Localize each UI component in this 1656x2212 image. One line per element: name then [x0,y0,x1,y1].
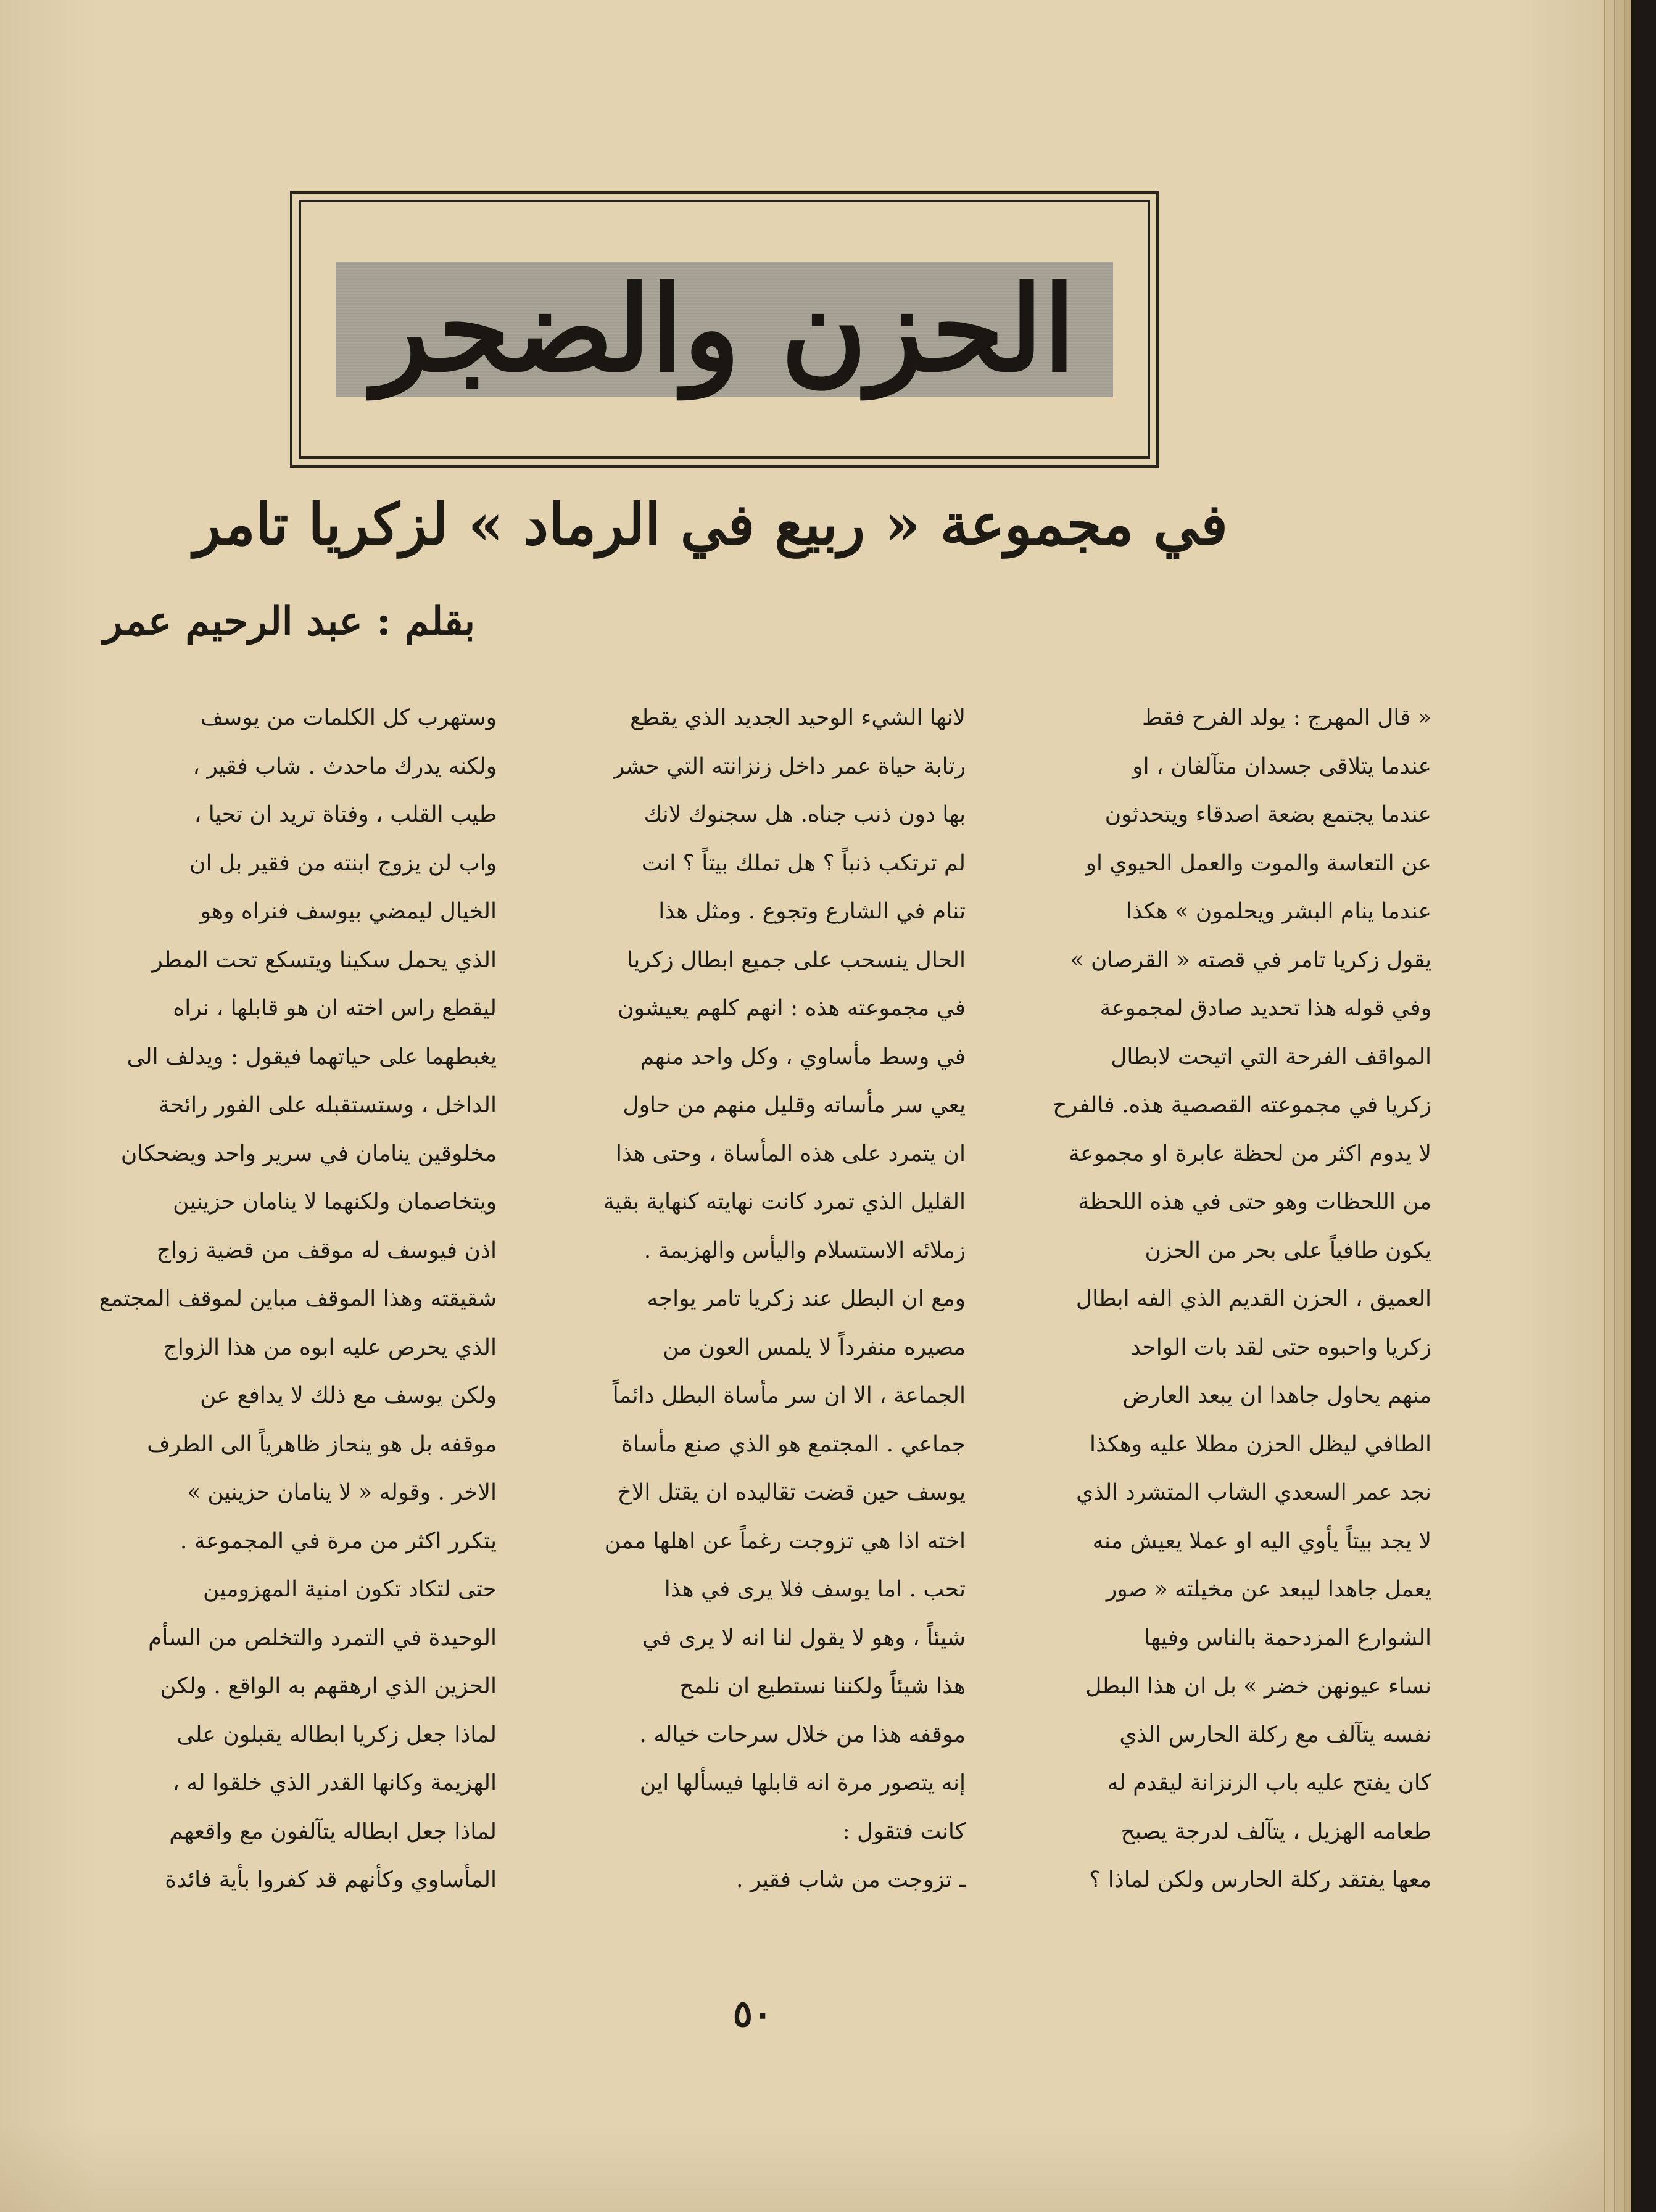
text-line: لا يدوم اكثر من لحظة عابرة او مجموعة [1068,1141,1431,1166]
text-line: من اللحظات وهو حتى في هذه اللحظة [1078,1189,1431,1215]
text-line: الحال ينسحب على جميع ابطال زكريا [627,947,966,973]
text-line: في وسط مأساوي ، وكل واحد منهم [640,1044,966,1070]
text-line: مخلوقين ينامان في سرير واحد ويضحكان [120,1141,497,1166]
text-line: لماذا جعل زكريا ابطاله يقبلون على [176,1722,497,1748]
text-line: يتكرر اكثر من مرة في المجموعة . [180,1528,497,1554]
text-line: زكريا في مجموعته القصصية هذه. فالفرح [1053,1092,1431,1118]
text-line: يعمل جاهدا ليبعد عن مخيلته « صور [1106,1577,1431,1602]
text-line: لماذا جعل ابطاله يتآلفون مع واقعهم [169,1818,497,1844]
text-line: كان يفتح عليه باب الزنزانة ليقدم له [1107,1770,1431,1796]
text-line: موقفه بل هو ينحاز ظاهرياً الى الطرف [147,1431,497,1457]
text-line: عن التعاسة والموت والعمل الحيوي او [1085,850,1431,876]
scan-background [1631,0,1656,2212]
text-line: القليل الذي تمرد كانت نهايته كنهاية بقية [603,1189,966,1215]
text-line: الخيال ليمضي بيوسف فنراه وهو [200,899,497,924]
author-byline: بقلم : عبد الرحيم عمر [103,598,475,645]
text-line: الاخر . وقوله « لا ينامان حزينين » [186,1480,497,1505]
text-line: زكريا واحبوه حتى لقد بات الواحد [1130,1334,1431,1360]
title-frame [290,191,1159,468]
text-line: طيب القلب ، وفتاة تريد ان تحيا ، [194,802,497,827]
text-line: كانت فتقول : [842,1818,966,1844]
text-line: ومع ان البطل عند زكريا تامر يواجه [647,1286,966,1311]
page-edge [1604,0,1614,2212]
text-line: نساء عيونهن خضر » بل ان هذا البطل [1085,1673,1431,1699]
text-line: في مجموعته هذه : انهم كلهم يعيشون [618,996,966,1021]
text-line: الشوارع المزدحمة بالناس وفيها [1144,1625,1431,1651]
text-line: المواقف الفرحة التي اتيحت لابطال [1111,1044,1431,1070]
text-line: ولكنه يدرك ماحدث . شاب فقير ، [193,753,497,779]
text-line: يكون طافياً على بحر من الحزن [1145,1237,1431,1263]
text-line: ولكن يوسف مع ذلك لا يدافع عن [200,1383,497,1408]
text-line: الجماعة ، الا ان سر مأساة البطل دائماً [612,1383,966,1408]
text-line: « قال المهرج : يولد الفرح فقط [1142,705,1431,730]
text-line: الطافي ليظل الحزن مطلا عليه وهكذا [1089,1431,1431,1457]
text-line: تنام في الشارع وتجوع . ومثل هذا [658,899,966,924]
text-line: لم ترتكب ذنباً ؟ هل تملك بيتاً ؟ انت [641,850,966,876]
text-line: المأساوي وكأنهم قد كفروا بأية فائدة [165,1867,497,1892]
text-line: معها يفتقد ركلة الحارس ولكن لماذا ؟ [1089,1867,1431,1892]
text-line: الهزيمة وكانها القدر الذي خلقوا له ، [172,1770,497,1796]
text-line: يعي سر مأساته وقليل منهم من حاول [623,1092,966,1118]
text-line: زملائه الاستسلام واليأس والهزيمة . [644,1237,966,1263]
text-line: رتابة حياة عمر داخل زنزانته التي حشر [613,753,966,779]
text-line: الحزين الذي ارهقهم به الواقع . ولكن [160,1673,497,1699]
text-line: وفي قوله هذا تحديد صادق لمجموعة [1099,996,1431,1021]
text-column-right [987,694,1431,1983]
text-line: شقيقته وهذا الموقف مباين لموقف المجتمع [99,1286,497,1311]
text-line: بها دون ذنب جناه. هل سجنوك لانك [644,802,966,827]
text-line: نجد عمر السعدي الشاب المتشرد الذي [1076,1480,1431,1505]
text-line: اخته اذا هي تزوجت رغماً عن اهلها ممن [604,1528,966,1554]
text-line: طعامه الهزيل ، يتآلف لدرجة يصبح [1120,1818,1431,1844]
text-line: الذي يحرص عليه ابوه من هذا الزواج [163,1334,497,1360]
text-line: اذن فيوسف له موقف من قضية زواج [156,1237,497,1263]
text-line: لا يجد بيتاً يأوي اليه او عملا يعيش منه [1092,1528,1431,1554]
text-line: تحب . اما يوسف فلا يرى في هذا [664,1577,966,1602]
article-subtitle: في مجموعة « ربيع في الرماد » لزكريا تامر [193,491,1228,558]
page-edge [1614,0,1624,2212]
text-line: ـ تزوجت من شاب فقير . [736,1867,966,1892]
text-line: عندما يجتمع بضعة اصدقاء ويتحدثون [1104,802,1431,827]
text-line: إنه يتصور مرة انه قابلها فيسألها اين [639,1770,966,1796]
article-title: الحزن والضجر [373,260,1076,398]
text-line: جماعي . المجتمع هو الذي صنع مأساة [621,1431,966,1457]
text-line: ان يتمرد على هذه المأساة ، وحتى هذا [615,1141,966,1166]
text-line: ويتخاصمان ولكنهما لا ينامان حزينين [173,1189,497,1215]
text-line: يقول زكريا تامر في قصته « القرصان » [1070,947,1431,973]
text-line: واب لن يزوج ابنته من فقير بل ان [189,850,497,876]
text-line: عندما ينام البشر ويحلمون » هكذا [1126,899,1431,924]
title-plate [336,262,1113,397]
text-line: لانها الشيء الوحيد الجديد الذي يقطع [630,705,966,730]
text-line: عندما يتلاقى جسدان متآلفان ، او [1132,753,1431,779]
text-line: شيئاً ، وهو لا يقول لنا انه لا يرى في [642,1625,966,1651]
text-line: الذي يحمل سكينا ويتسكع تحت المطر [152,947,497,973]
page-number: ٥٠ [732,1992,773,2036]
text-column-left [56,694,497,1983]
text-line: موقفه هذا من خلال سرحات خياله . [639,1722,966,1748]
text-line: حتى لتكاد تكون امنية المهزومين [202,1577,497,1602]
text-line: الداخل ، وستستقبله على الفور رائحة [158,1092,497,1118]
text-line: العميق ، الحزن القديم الذي الفه ابطال [1075,1286,1431,1311]
text-column-middle [521,694,966,1983]
text-line: منهم يحاول جاهدا ان يبعد العارض [1122,1383,1431,1408]
text-line: الوحيدة في التمرد والتخلص من السأم [148,1625,497,1651]
text-line: وستهرب كل الكلمات من يوسف [200,705,497,730]
text-line: ليقطع راس اخته ان هو قابلها ، نراه [173,996,497,1021]
text-line: هذا شيئاً ولكننا نستطيع ان نلمح [679,1673,966,1699]
text-line: يوسف حين قضت تقاليده ان يقتل الاخ [617,1480,966,1505]
text-line: نفسه يتآلف مع ركلة الحارس الذي [1119,1722,1431,1748]
text-line: يغبطهما على حياتهما فيقول : ويدلف الى [126,1044,497,1070]
text-line: مصيره منفرداً لا يلمس العون من [663,1334,966,1360]
